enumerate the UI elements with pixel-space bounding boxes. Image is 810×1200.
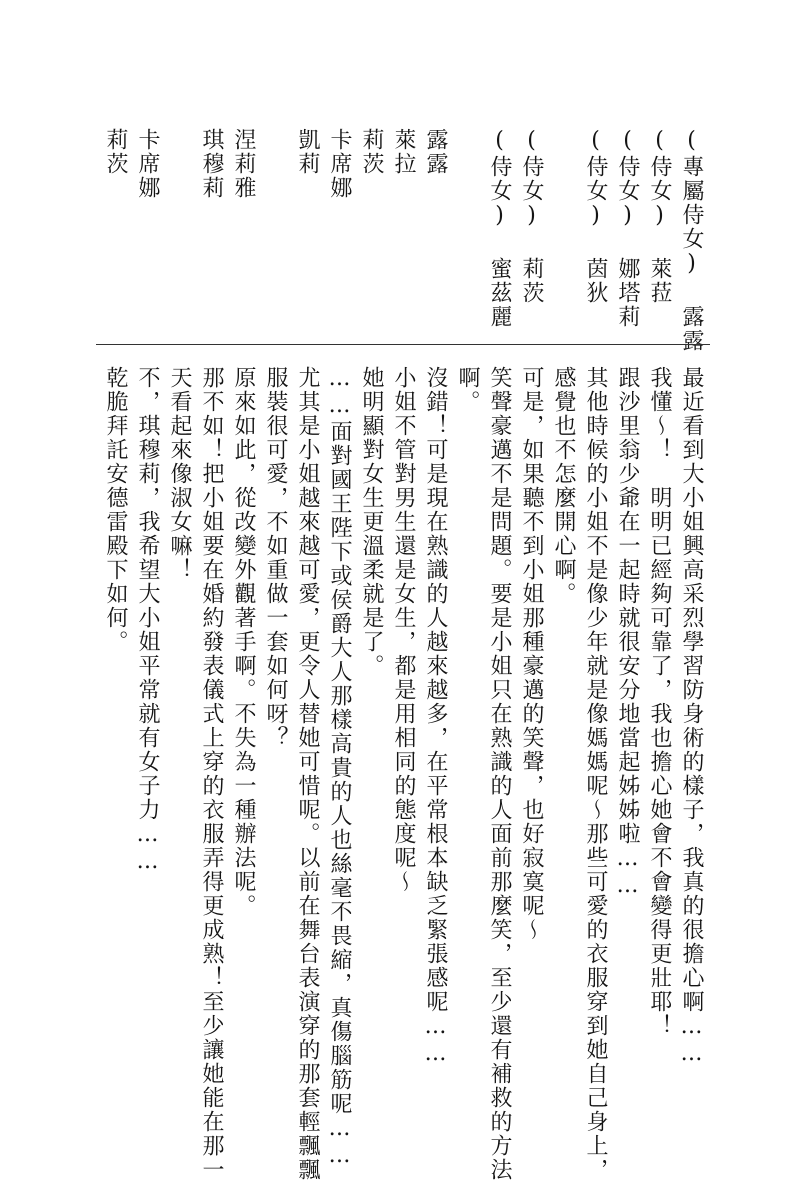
dialogue-line: 跟沙里翁少爺在一起時就很安分地當起姊姊啦…… <box>615 366 640 900</box>
dialogue-line: 小姐不管對男生還是女生，都是用相同的態度呢～ <box>391 366 416 894</box>
dialogue-line: 不，琪穆莉，我希望大小姐平常就有女子力…… <box>135 366 160 876</box>
speaker-name: 卡席娜 <box>135 128 160 200</box>
speaker-name: 凱莉 <box>295 128 320 176</box>
speaker-name: 琪穆莉 <box>199 128 224 200</box>
section-divider <box>96 344 710 345</box>
dialogue-line: 笑聲豪邁不是問題。要是小姐只在熟識的人面前那麼笑，至少還有補救的方法 <box>487 366 512 1182</box>
dialogue-line: 乾脆拜託安德雷殿下如何。 <box>103 366 128 654</box>
dialogue-line: 她明顯對女生更溫柔就是了。 <box>359 366 384 678</box>
speaker-name: (專屬侍女) 露露 <box>679 128 704 353</box>
dialogue-line: ……面對國王陛下或侯爵大人那樣高貴的人也絲毫不畏縮，真傷腦筋呢…… <box>327 366 352 1170</box>
speaker-name: 莉茨 <box>359 128 384 176</box>
speaker-name: 莉茨 <box>103 128 128 176</box>
dialogue-line: 尤其是小姐越來越可愛，更令人替她可惜呢。以前在舞台表演穿的那套輕飄飄 <box>295 366 320 1182</box>
speaker-name: 涅莉雅 <box>231 128 256 200</box>
speaker-name: (侍女) 莉茨 <box>519 128 544 305</box>
dialogue-line: 天看起來像淑女嘛！ <box>167 366 192 582</box>
dialogue-line: 服裝很可愛，不如重做一套如何呀？ <box>263 366 288 750</box>
dialogue-line: 最近看到大小姐興高采烈學習防身術的樣子，我真的很擔心啊…… <box>679 366 704 1068</box>
speaker-name: 露露 <box>423 128 448 176</box>
speaker-name: 卡席娜 <box>327 128 352 200</box>
dialogue-line: 我懂～！ 明明已經夠可靠了，我也擔心她會不會變得更壯耶！ <box>647 366 672 1038</box>
dialogue-line: 原來如此，從改變外觀著手啊。不失為一種辦法呢。 <box>231 366 256 918</box>
dialogue-line: 那不如！把小姐要在婚約發表儀式上穿的衣服弄得更成熟！至少讓她能在那一 <box>199 366 224 1182</box>
dialogue-line: 可是，如果聽不到小姐那種豪邁的笑聲，也好寂寞呢～ <box>519 366 544 942</box>
dialogue-line: 啊。 <box>455 366 480 414</box>
dialogue-line: 沒錯！可是現在熟識的人越來越多，在平常根本缺乏緊張感呢…… <box>423 366 448 1068</box>
speaker-name: (侍女) 娜塔莉 <box>615 128 640 329</box>
dialogue-line: 其他時候的小姐不是像少年就是像媽媽呢～那些可愛的衣服穿到她自己身上， <box>583 366 608 1182</box>
speaker-name: (侍女) 茵狄 <box>583 128 608 305</box>
dialogue-line: 感覺也不怎麼開心啊。 <box>551 366 576 606</box>
speaker-name: (侍女) 蜜茲麗 <box>487 128 512 329</box>
speaker-name: (侍女) 萊菈 <box>647 128 672 305</box>
speaker-name: 萊拉 <box>391 128 416 176</box>
